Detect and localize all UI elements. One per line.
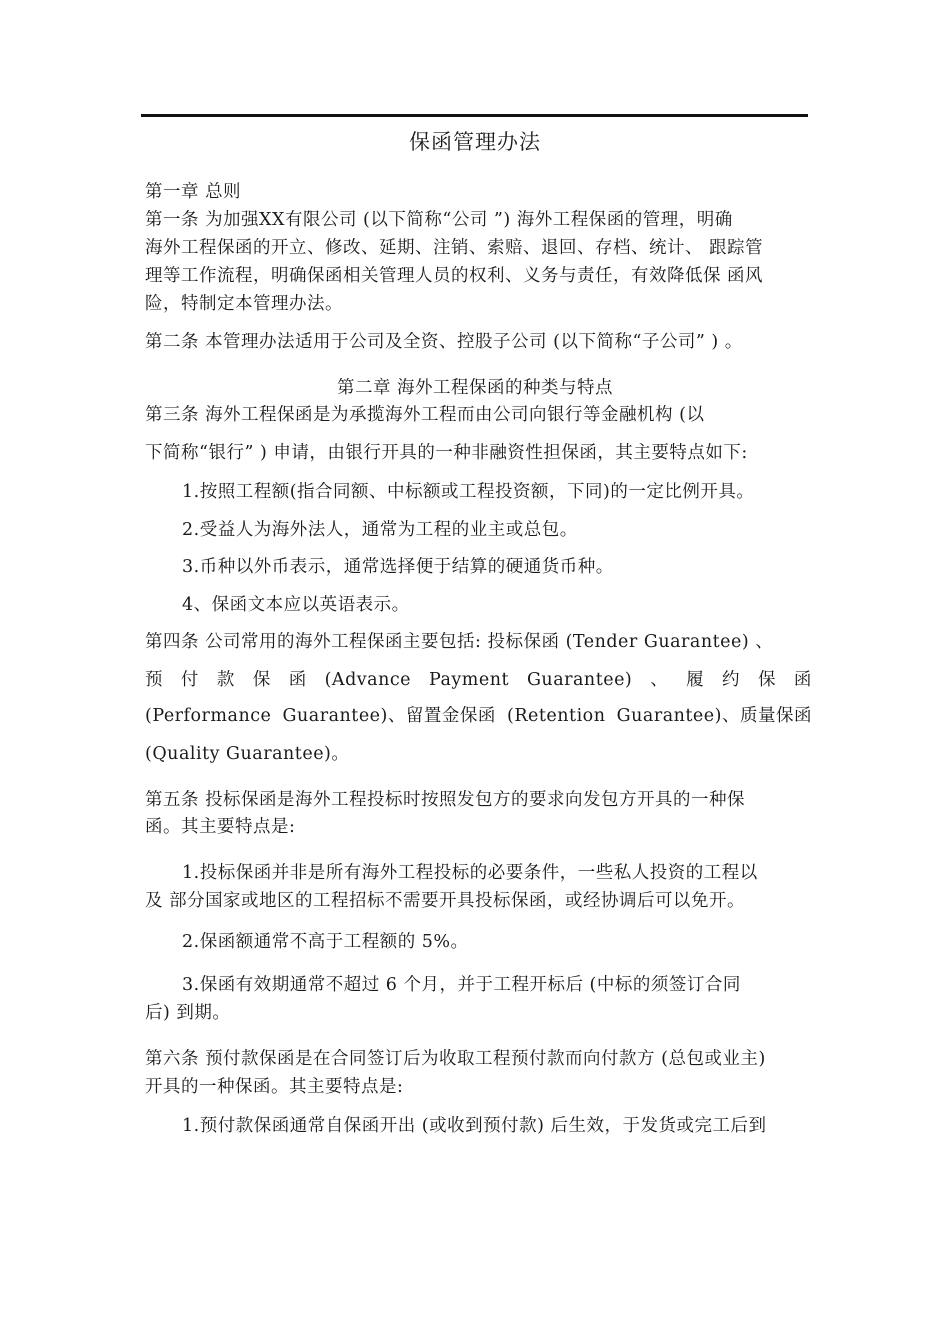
chapter-2-heading: 第二章 海外工程保函的种类与特点 — [336, 378, 614, 398]
article-4-word: 约 — [722, 670, 741, 690]
article-4-word: 预 — [145, 670, 163, 690]
article-1-line: 险，特制定本管理办法。 — [145, 294, 343, 314]
article-3-item: 1.按照工程额(指合同额、中标额或工程投资额，下同)的一定比例开具。 — [182, 482, 755, 502]
article-4-word: (Advance — [324, 670, 412, 690]
article-5-line: 第五条 投标保函是海外工程投标时按照发包方的要求向发包方开具的一种保 — [145, 790, 746, 810]
page-title: 保函管理办法 — [409, 130, 541, 154]
article-5-item-line: 3.保函有效期通常不超过 6 个月，并于工程开标后 (中标的须签订合同 — [182, 975, 741, 995]
article-6-line: 开具的一种保函。其主要特点是: — [145, 1077, 404, 1097]
header-rule — [141, 114, 808, 117]
article-4-word: Guarantee) — [526, 670, 633, 690]
article-4-word: 付 — [180, 670, 199, 690]
article-4-line: 第四条 公司常用的海外工程保函主要包括: 投标保函 (Tender Guarantee) 、 — [145, 632, 774, 652]
article-2: 第二条 本管理办法适用于公司及全资、控股子公司 (以下简称“子公司” ) 。 — [145, 332, 743, 352]
article-4-line-justified — [145, 668, 812, 692]
article-4-word: Guarantee)、留置金保函 — [282, 706, 496, 726]
article-5-item-line: 后) 到期。 — [145, 1003, 231, 1023]
article-5-item: 2.保函额通常不高于工程额的 5%。 — [182, 932, 469, 952]
article-3-line: 第三条 海外工程保函是为承揽海外工程而由公司向银行等金融机构 (以 — [145, 405, 705, 425]
article-1-line: 海外工程保函的开立、修改、延期、注销、索赔、退回、存档、统计、 跟踪管 — [145, 238, 764, 258]
chapter-1-heading: 第一章 总则 — [145, 182, 242, 202]
article-6-item: 1.预付款保函通常自保函开出 (或收到预付款) 后生效，于发货或完工后到 — [182, 1116, 767, 1136]
article-4-word: 函 — [288, 670, 307, 690]
article-4-word: 函 — [793, 670, 812, 690]
article-4-word: 款 — [216, 670, 235, 690]
article-3-line: 下简称“银行” ) 申请，由银行开具的一种非融资性担保函，其主要特点如下: — [145, 443, 748, 463]
article-6-line: 第六条 预付款保函是在合同签订后为收取工程预付款而向付款方 (总包或业主) — [145, 1049, 766, 1069]
article-4-word: Guarantee)、质量保函 — [616, 706, 812, 726]
article-1-line: 理等工作流程，明确保函相关管理人员的权利、义务与责任，有效降低保 函风 — [145, 266, 764, 286]
article-4-line-justified — [145, 704, 812, 728]
article-4-word: (Performance — [145, 706, 272, 726]
article-4-word: 、 — [650, 670, 669, 690]
article-3-item: 4、保函文本应以英语表示。 — [182, 595, 410, 615]
article-3-item: 3.币种以外币表示，通常选择便于结算的硬通货币种。 — [182, 557, 614, 577]
article-3-item: 2.受益人为海外法人，通常为工程的业主或总包。 — [182, 520, 578, 540]
article-4-word: 履 — [686, 670, 705, 690]
article-4-word: Payment — [428, 670, 510, 690]
article-5-item-line: 1.投标保函并非是所有海外工程投标的必要条件，一些私人投资的工程以 — [182, 863, 758, 883]
article-4-word: 保 — [757, 670, 776, 690]
article-4-word: (Retention — [507, 706, 606, 726]
article-5-item-line: 及 部分国家或地区的工程招标不需要开具投标保函，或经协调后可以免开。 — [145, 891, 746, 911]
article-5-line: 函。其主要特点是: — [145, 817, 296, 837]
article-1-line: 第一条 为加强XX有限公司 (以下简称“公司 ”) 海外工程保函的管理，明确 — [145, 210, 733, 230]
article-4-word: 保 — [252, 670, 271, 690]
article-4-line: (Quality Guarantee)。 — [145, 744, 350, 764]
